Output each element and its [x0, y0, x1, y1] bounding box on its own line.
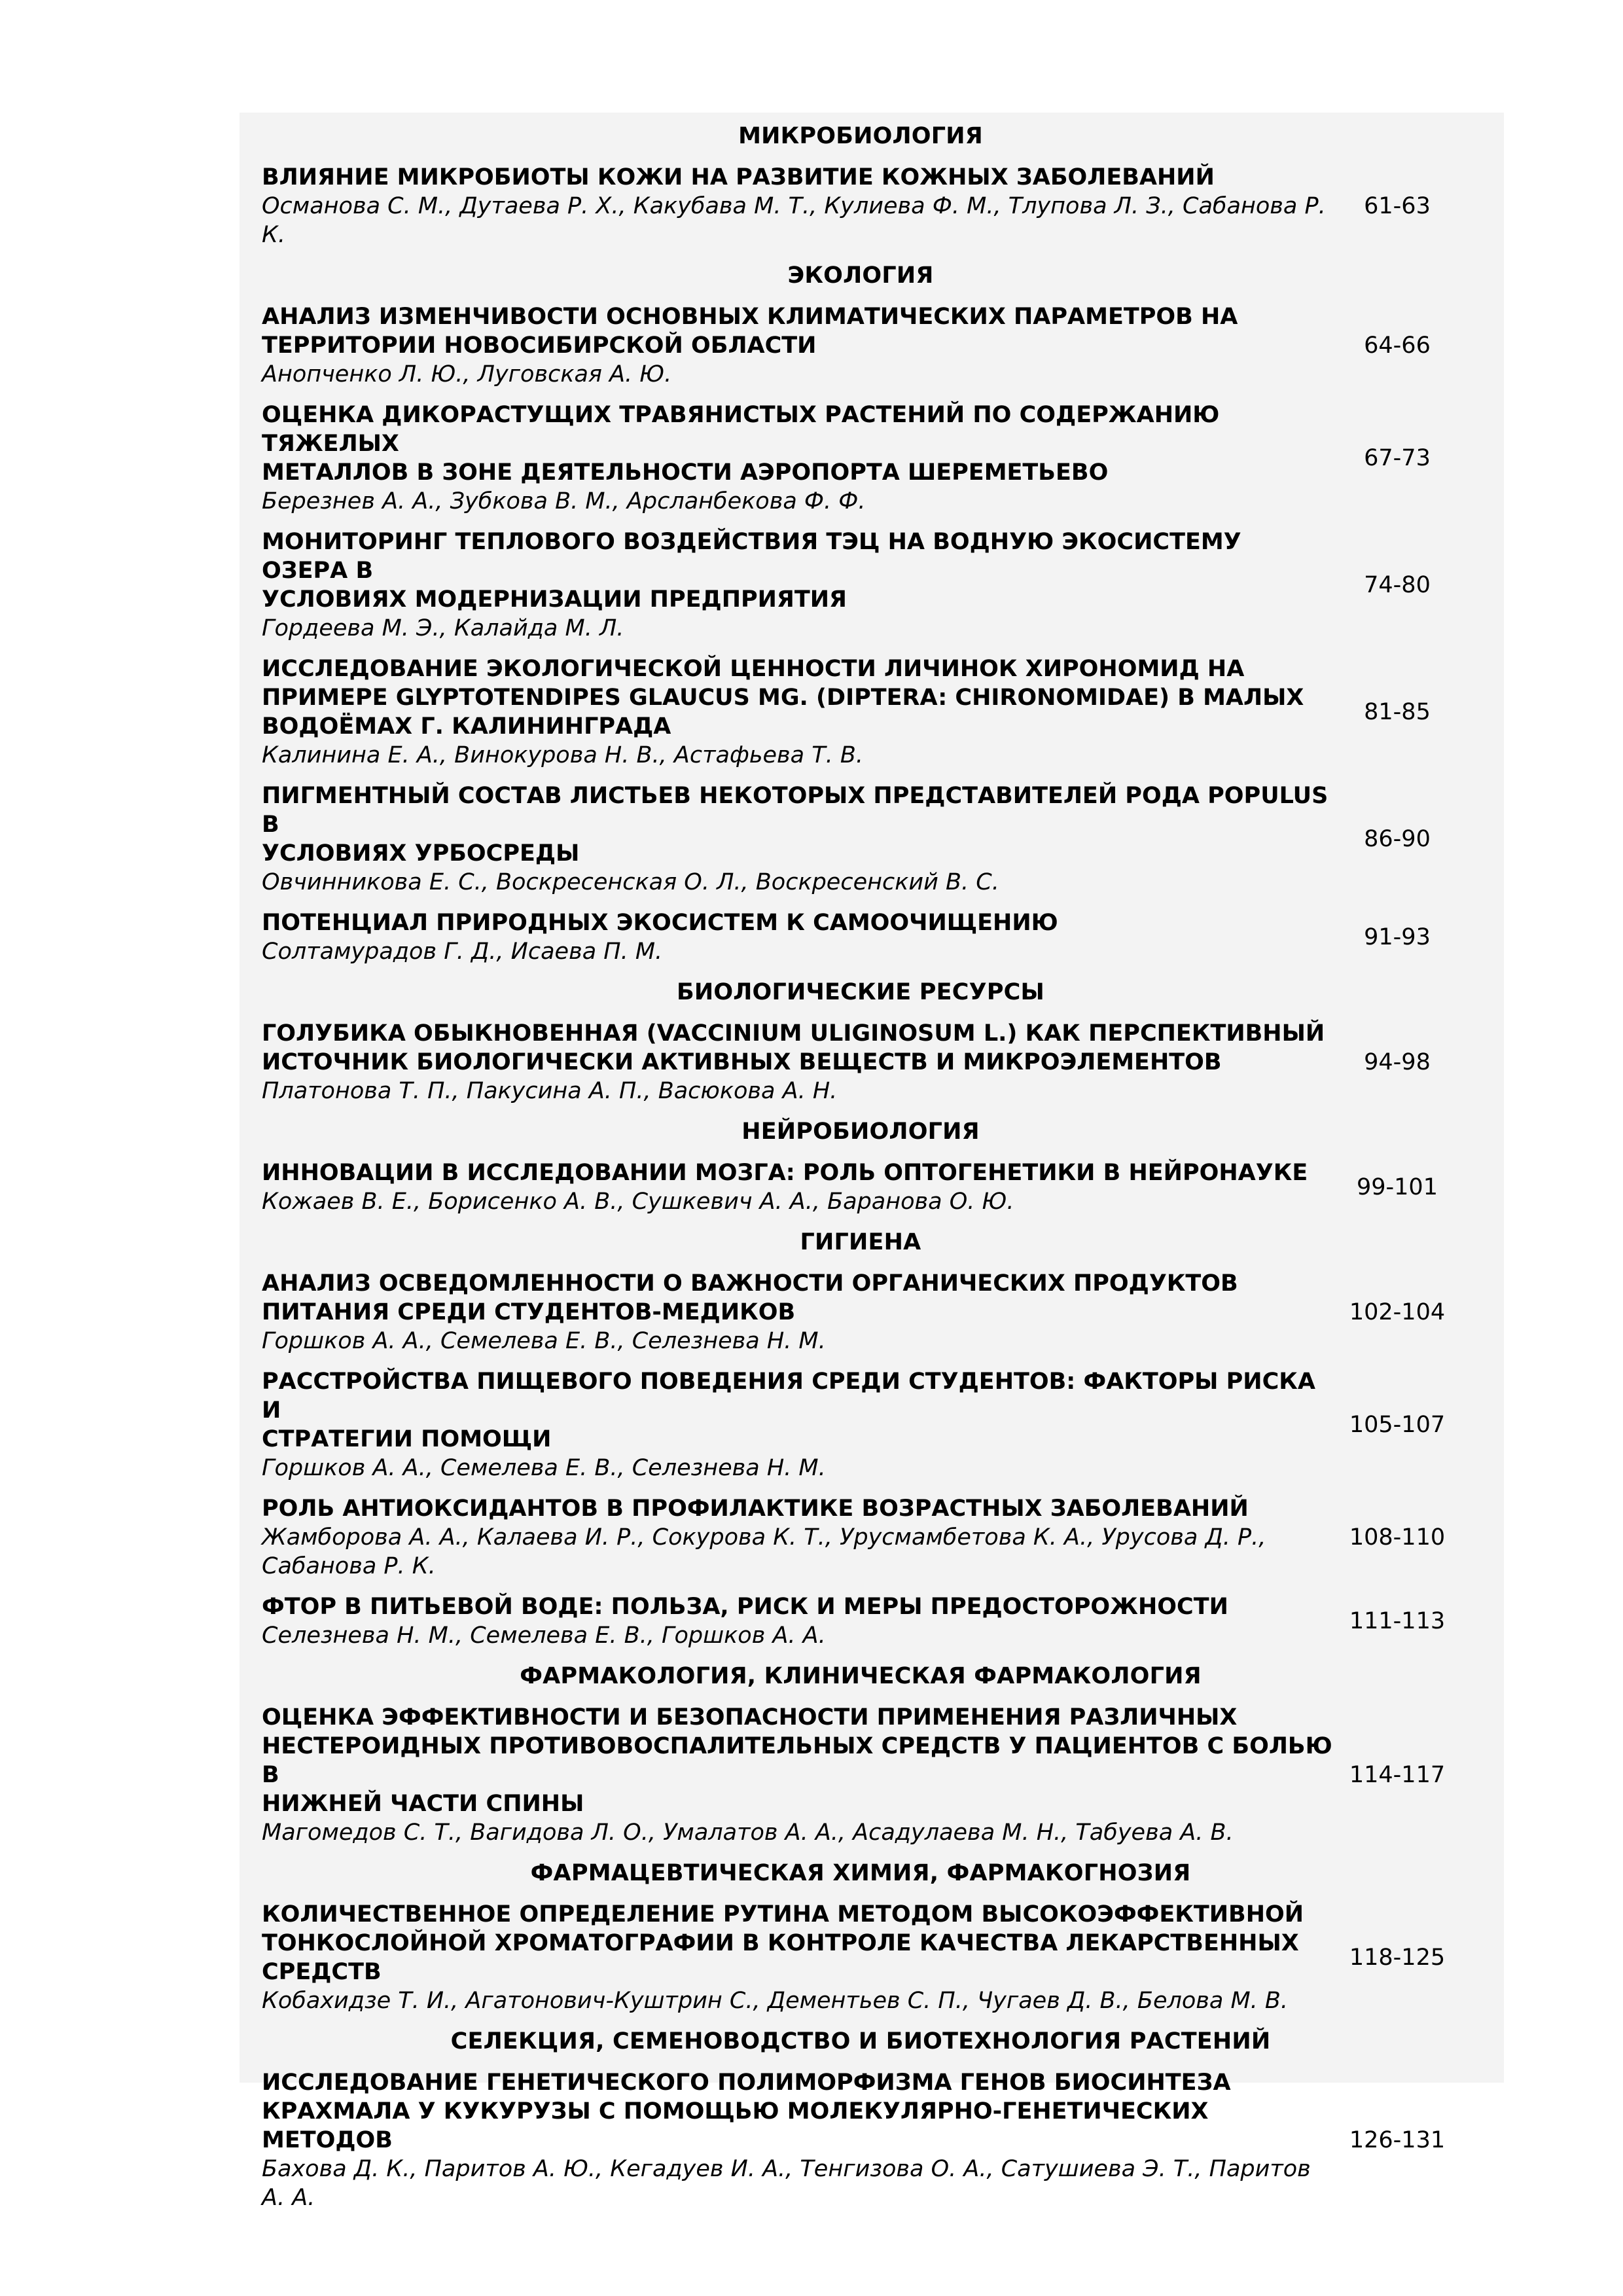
section-heading: СЕЛЕКЦИЯ, СЕМЕНОВОДСТВО И БИОТЕХНОЛОГИЯ РАСТЕНИЙ — [450, 2028, 1271, 2054]
article-title: ОЦЕНКА ДИКОРАСТУЩИХ ТРАВЯНИСТЫХ РАСТЕНИЙ ПО СОДЕРЖАНИЮ ТЯЖЕЛЫХ МЕТАЛЛОВ В ЗОНЕ ДЕЯТЕЛЬНОСТИ АЭРОПОРТА ШЕРЕМЕТЬЕВО — [262, 402, 1220, 486]
article-authors: Жамборова А. А., Калаева И. Р., Сокурова К. Т., Урусмамбетова К. А., Урусова Д. Р., Сабанова Р. К. — [262, 1524, 1266, 1579]
entry-text-block — [262, 2068, 1335, 2212]
toc-entry — [262, 1158, 1504, 1216]
article-title: ИССЛЕДОВАНИЕ ЭКОЛОГИЧЕСКОЙ ЦЕННОСТИ ЛИЧИНОК ХИРОНОМИД НА ПРИМЕРЕ GLYPTOTENDIPES GLAUCUS MG. (DIPTERA: CHIRONOMIDAE) В МАЛЫХ ВОДОЁМАХ Г. КАЛИНИНГРАДА — [262, 656, 1304, 740]
toc-entry — [262, 781, 1504, 897]
entry-text-block — [262, 163, 1335, 249]
page-range: 114-117 — [1349, 1762, 1446, 1788]
article-authors: Магомедов С. Т., Вагидова Л. О., Умалатов А. А., Асадулаева М. Н., Табуева А. В. — [262, 1820, 1234, 1846]
toc-entry — [262, 1494, 1504, 1581]
article-authors: Солтамурадов Г. Д., Исаева П. М. — [262, 939, 663, 965]
toc-entry — [262, 2068, 1504, 2212]
entry-text-block — [262, 302, 1335, 389]
entry-text-block — [262, 1900, 1335, 2015]
article-title: КОЛИЧЕСТВЕННОЕ ОПРЕДЕЛЕНИЕ РУТИНА МЕТОДОМ ВЫСОКОЭФФЕКТИВНОЙ ТОНКОСЛОЙНОЙ ХРОМАТОГРАФИИ В КОНТРОЛЕ КАЧЕСТВА ЛЕКАРСТВЕННЫХ СРЕДСТВ — [262, 1901, 1304, 1985]
article-authors: Османова С. М., Дутаева Р. Х., Какубава М. Т., Кулиева Ф. М., Тлупова Л. З., Сабанова Р. К. — [262, 193, 1326, 248]
article-authors: Анопченко Л. Ю., Луговская А. Ю. — [262, 361, 672, 387]
table-of-contents — [240, 113, 1504, 2211]
page-range: 91-93 — [1364, 924, 1431, 950]
article-authors: Кожаев В. Е., Борисенко А. В., Сушкевич А. А., Баранова О. Ю. — [262, 1189, 1014, 1215]
article-title: ГОЛУБИКА ОБЫКНОВЕННАЯ (VACCINIUM ULIGINOSUM L.) КАК ПЕРСПЕКТИВНЫЙ ИСТОЧНИК БИОЛОГИЧЕСКИ АКТИВНЫХ ВЕЩЕСТВ И МИКРОЭЛЕМЕНТОВ — [262, 1020, 1325, 1075]
entry-text-block — [262, 781, 1335, 897]
article-title: АНАЛИЗ ОСВЕДОМЛЕННОСТИ О ВАЖНОСТИ ОРГАНИЧЕСКИХ ПРОДУКТОВ ПИТАНИЯ СРЕДИ СТУДЕНТОВ-МЕДИКОВ — [262, 1270, 1238, 1325]
article-title: ИННОВАЦИИ В ИССЛЕДОВАНИИ МОЗГА: РОЛЬ ОПТОГЕНЕТИКИ В НЕЙРОНАУКЕ — [262, 1160, 1308, 1186]
article-title: ОЦЕНКА ЭФФЕКТИВНОСТИ И БЕЗОПАСНОСТИ ПРИМЕНЕНИЯ РАЗЛИЧНЫХ НЕСТЕРОИДНЫХ ПРОТИВОВОСПАЛИТЕЛЬНЫХ СРЕДСТВ У ПАЦИЕНТОВ С БОЛЬЮ В НИЖНЕЙ ЧАСТИ СПИНЫ — [262, 1704, 1332, 1817]
toc-entry — [262, 1592, 1504, 1650]
entry-text-block — [262, 401, 1335, 516]
toc-entry — [262, 908, 1504, 966]
entry-text-block — [262, 655, 1335, 770]
section-heading: БИОЛОГИЧЕСКИЕ РЕСУРСЫ — [676, 979, 1045, 1005]
page-range: 118-125 — [1349, 1945, 1446, 1971]
section-heading: ГИГИЕНА — [800, 1229, 921, 1255]
toc-entry — [262, 1269, 1504, 1355]
page-range: 86-90 — [1364, 826, 1431, 852]
article-authors: Гордеева М. Э., Калайда М. Л. — [262, 615, 624, 641]
toc-entry — [262, 655, 1504, 770]
entry-text-block — [262, 908, 1335, 966]
page-range: 94-98 — [1364, 1049, 1431, 1075]
page-range: 105-107 — [1349, 1412, 1446, 1438]
article-title: ФТОР В ПИТЬЕВОЙ ВОДЕ: ПОЛЬЗА, РИСК И МЕРЫ ПРЕДОСТОРОЖНОСТИ — [262, 1594, 1228, 1620]
article-authors: Бахова Д. К., Паритов А. Ю., Кегадуев И. А., Тенгизова О. А., Сатушиева Э. Т., Паритов А. А. — [262, 2156, 1311, 2211]
page-range: 64-66 — [1364, 332, 1431, 359]
entry-text-block — [262, 1703, 1335, 1847]
article-title: ВЛИЯНИЕ МИКРОБИОТЫ КОЖИ НА РАЗВИТИЕ КОЖНЫХ ЗАБОЛЕВАНИЙ — [262, 164, 1215, 190]
toc-entry — [262, 1703, 1504, 1847]
article-title: РОЛЬ АНТИОКСИДАНТОВ В ПРОФИЛАКТИКЕ ВОЗРАСТНЫХ ЗАБОЛЕВАНИЙ — [262, 1496, 1249, 1522]
entry-text-block — [262, 528, 1335, 643]
article-title: ПИГМЕНТНЫЙ СОСТАВ ЛИСТЬЕВ НЕКОТОРЫХ ПРЕДСТАВИТЕЛЕЙ РОДА POPULUS В УСЛОВИЯХ УРБОСРЕДЫ — [262, 783, 1329, 867]
entry-text-block — [262, 1158, 1335, 1216]
article-title: ПОТЕНЦИАЛ ПРИРОДНЫХ ЭКОСИСТЕМ К САМООЧИЩЕНИЮ — [262, 910, 1058, 936]
entry-text-block — [262, 1269, 1335, 1355]
entry-text-block — [262, 1019, 1335, 1105]
article-authors: Селезнева Н. М., Семелева Е. В., Горшков А. А. — [262, 1623, 826, 1649]
toc-entry — [262, 401, 1504, 516]
page-range: 74-80 — [1364, 572, 1431, 598]
section-heading: НЕЙРОБИОЛОГИЯ — [741, 1119, 980, 1145]
entry-text-block — [262, 1592, 1335, 1650]
section-heading: ФАРМАЦЕВТИЧЕСКАЯ ХИМИЯ, ФАРМАКОГНОЗИЯ — [530, 1860, 1191, 1886]
section-heading: ЭКОЛОГИЯ — [787, 262, 934, 289]
section-heading: МИКРОБИОЛОГИЯ — [738, 123, 983, 149]
article-title: МОНИТОРИНГ ТЕПЛОВОГО ВОЗДЕЙСТВИЯ ТЭЦ НА ВОДНУЮ ЭКОСИСТЕМУ ОЗЕРА В УСЛОВИЯХ МОДЕРНИЗАЦИИ ПРЕДПРИЯТИЯ — [262, 529, 1241, 613]
toc-entry — [262, 1019, 1504, 1105]
page-range: 99-101 — [1357, 1174, 1438, 1200]
article-title: РАССТРОЙСТВА ПИЩЕВОГО ПОВЕДЕНИЯ СРЕДИ СТУДЕНТОВ: ФАКТОРЫ РИСКА И СТРАТЕГИИ ПОМОЩИ — [262, 1369, 1315, 1452]
section-heading: ФАРМАКОЛОГИЯ, КЛИНИЧЕСКАЯ ФАРМАКОЛОГИЯ — [520, 1663, 1202, 1689]
page-range: 61-63 — [1364, 193, 1431, 219]
article-authors: Калинина Е. А., Винокурова Н. В., Астафьева Т. В. — [262, 742, 863, 768]
page-range: 111-113 — [1349, 1608, 1446, 1634]
toc-entry — [262, 1367, 1504, 1482]
page-range: 108-110 — [1349, 1524, 1446, 1551]
toc-entry — [262, 1900, 1504, 2015]
toc-entry — [262, 302, 1504, 389]
article-title: АНАЛИЗ ИЗМЕНЧИВОСТИ ОСНОВНЫХ КЛИМАТИЧЕСКИХ ПАРАМЕТРОВ НА ТЕРРИТОРИИ НОВОСИБИРСКОЙ ОБЛАСТИ — [262, 304, 1238, 359]
article-title: ИССЛЕДОВАНИЕ ГЕНЕТИЧЕСКОГО ПОЛИМОРФИЗМА ГЕНОВ БИОСИНТЕЗА КРАХМАЛА У КУКУРУЗЫ С ПОМОЩЬЮ МОЛЕКУЛЯРНО-ГЕНЕТИЧЕСКИХ МЕТОДОВ — [262, 2070, 1231, 2153]
article-authors: Горшков А. А., Семелева Е. В., Селезнева Н. М. — [262, 1455, 826, 1481]
toc-entry — [262, 528, 1504, 643]
page-range: 126-131 — [1349, 2127, 1446, 2153]
page-range: 67-73 — [1364, 445, 1431, 471]
entry-text-block — [262, 1494, 1335, 1581]
entry-text-block — [262, 1367, 1335, 1482]
article-authors: Кобахидзе Т. И., Агатонович-Куштрин С., Дементьев С. П., Чугаев Д. В., Белова М. В. — [262, 1988, 1289, 2014]
article-authors: Горшков А. А., Семелева Е. В., Селезнева Н. М. — [262, 1328, 826, 1354]
page-range: 102-104 — [1349, 1299, 1446, 1325]
article-authors: Платонова Т. П., Пакусина А. П., Васюкова А. Н. — [262, 1078, 838, 1104]
page-range: 81-85 — [1364, 699, 1431, 725]
article-authors: Овчинникова Е. С., Воскресенская О. Л., Воскресенский В. С. — [262, 869, 999, 895]
toc-entry — [262, 163, 1504, 249]
article-authors: Березнев А. А., Зубкова В. М., Арсланбекова Ф. Ф. — [262, 488, 866, 514]
